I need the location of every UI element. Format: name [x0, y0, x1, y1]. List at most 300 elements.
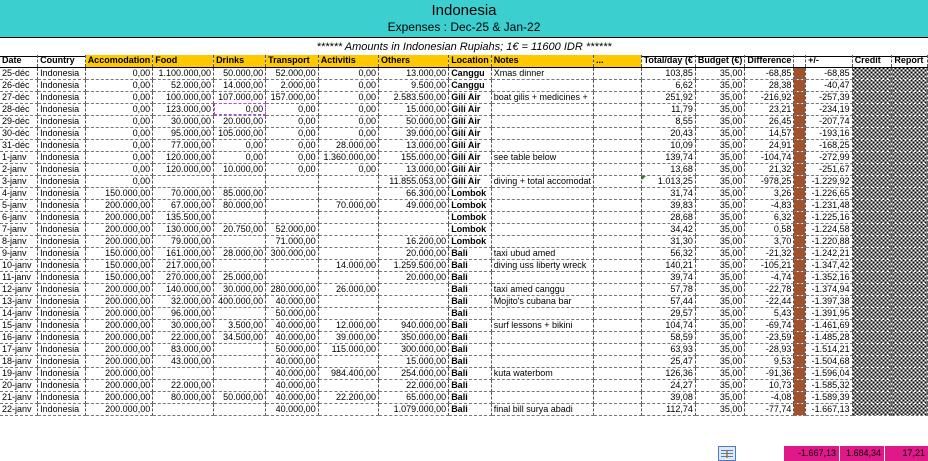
cell-drinks[interactable]	[214, 367, 266, 379]
cell-total-per-day[interactable]: 139,74	[641, 151, 695, 163]
cell-accomodation[interactable]: 200.000,00	[85, 319, 153, 331]
cell-drinks[interactable]	[214, 355, 266, 367]
cell-food[interactable]: 22.000,00	[153, 331, 214, 343]
cell-drinks[interactable]: 50.000,00	[214, 67, 266, 79]
cell-others[interactable]	[379, 307, 449, 319]
cell-difference[interactable]: -4,08	[745, 391, 794, 403]
cell-transport[interactable]: 0,00	[266, 103, 319, 115]
cell-total-per-day[interactable]: 112,74	[641, 403, 695, 415]
cell-food[interactable]: 1.100.000,00	[153, 67, 214, 79]
cell-budget[interactable]: 35,00	[695, 271, 745, 283]
cell-activities[interactable]: 70.000,00	[318, 199, 378, 211]
cell-date[interactable]: 4-janv	[0, 187, 38, 199]
cell-difference[interactable]: -21,32	[745, 247, 794, 259]
cell-accomodation[interactable]: 0,00	[85, 127, 153, 139]
cell-activities[interactable]	[318, 235, 378, 247]
cell-difference[interactable]: -91,36	[745, 367, 794, 379]
cell-food[interactable]	[153, 367, 214, 379]
cell-country[interactable]: Indonesia	[38, 139, 86, 151]
cell-drinks[interactable]: 10.000,00	[214, 163, 266, 175]
cell-balance[interactable]: -168,25	[806, 139, 853, 151]
cell-activities[interactable]: 0,00	[318, 67, 378, 79]
cell-notes[interactable]: see table below	[491, 151, 593, 163]
cell-food[interactable]: 100.000,00	[153, 91, 214, 103]
cell-credit[interactable]	[852, 223, 892, 235]
cell-difference[interactable]: -77,74	[745, 403, 794, 415]
cell-report[interactable]	[892, 247, 928, 259]
cell-total-per-day[interactable]: 63,93	[641, 343, 695, 355]
header-report[interactable]: Report	[892, 55, 928, 67]
cell-accomodation[interactable]: 0,00	[85, 175, 153, 187]
cell-total-per-day[interactable]: 57,78	[641, 283, 695, 295]
cell-notes-extra[interactable]	[594, 379, 642, 391]
cell-difference[interactable]: 28,38	[745, 79, 794, 91]
cell-transport[interactable]: 0,00	[266, 151, 319, 163]
cell-others[interactable]	[379, 223, 449, 235]
cell-total-per-day[interactable]: 103,85	[641, 67, 695, 79]
cell-date[interactable]: 1-janv	[0, 151, 38, 163]
cell-others[interactable]	[379, 211, 449, 223]
header-transport[interactable]: Transport	[266, 55, 319, 67]
cell-total-per-day[interactable]: 6,62	[641, 79, 695, 91]
cell-difference[interactable]: -69,74	[745, 319, 794, 331]
cell-report[interactable]	[892, 259, 928, 271]
cell-others[interactable]: 66.300,00	[379, 187, 449, 199]
cell-report[interactable]	[892, 163, 928, 175]
cell-report[interactable]	[892, 355, 928, 367]
cell-difference[interactable]: -978,25	[745, 175, 794, 187]
cell-activities[interactable]	[318, 211, 378, 223]
cell-status-swatch[interactable]	[794, 271, 806, 283]
cell-drinks[interactable]	[214, 259, 266, 271]
cell-status-swatch[interactable]	[794, 367, 806, 379]
cell-accomodation[interactable]: 0,00	[85, 67, 153, 79]
cell-balance[interactable]: -1.667,13	[806, 403, 853, 415]
cell-balance[interactable]: -1.391,95	[806, 307, 853, 319]
cell-country[interactable]: Indonesia	[38, 295, 86, 307]
cell-food[interactable]: 70.000,00	[153, 187, 214, 199]
cell-location[interactable]: Bali	[449, 331, 492, 343]
cell-date[interactable]: 29-déc	[0, 115, 38, 127]
cell-date[interactable]: 31-déc	[0, 139, 38, 151]
cell-country[interactable]: Indonesia	[38, 151, 86, 163]
cell-drinks[interactable]	[214, 175, 266, 187]
cell-food[interactable]: 77.000,00	[153, 139, 214, 151]
cell-budget[interactable]: 35,00	[695, 247, 745, 259]
cell-date[interactable]: 16-janv	[0, 331, 38, 343]
cell-food[interactable]: 123.000,00	[153, 103, 214, 115]
cell-drinks[interactable]: 400.000,00	[214, 295, 266, 307]
cell-balance[interactable]: -1.485,28	[806, 331, 853, 343]
cell-activities[interactable]	[318, 355, 378, 367]
cell-country[interactable]: Indonesia	[38, 79, 86, 91]
header-notes-extra[interactable]: ...	[594, 55, 642, 67]
cell-report[interactable]	[892, 403, 928, 415]
cell-drinks[interactable]	[214, 235, 266, 247]
cell-accomodation[interactable]: 200.000,00	[85, 391, 153, 403]
cell-status-swatch[interactable]	[794, 139, 806, 151]
cell-notes[interactable]	[491, 187, 593, 199]
cell-report[interactable]	[892, 223, 928, 235]
cell-others[interactable]: 13.000,00	[379, 67, 449, 79]
cell-total-per-day[interactable]: 10,09	[641, 139, 695, 151]
cell-transport[interactable]: 300.000,00	[266, 247, 319, 259]
cell-budget[interactable]: 35,00	[695, 355, 745, 367]
cell-country[interactable]: Indonesia	[38, 175, 86, 187]
cell-balance[interactable]: -1.461,69	[806, 319, 853, 331]
cell-others[interactable]: 11.855.053,00	[379, 175, 449, 187]
cell-others[interactable]: 20.000,00	[379, 271, 449, 283]
cell-location[interactable]: Bali	[449, 295, 492, 307]
cell-country[interactable]: Indonesia	[38, 187, 86, 199]
header-difference[interactable]: Difference	[745, 55, 794, 67]
cell-country[interactable]: Indonesia	[38, 307, 86, 319]
cell-budget[interactable]: 35,00	[695, 331, 745, 343]
cell-notes[interactable]	[491, 391, 593, 403]
header-budget[interactable]: Budget (€)	[695, 55, 745, 67]
cell-total-per-day[interactable]: 31,30	[641, 235, 695, 247]
cell-report[interactable]	[892, 91, 928, 103]
cell-location[interactable]: Gili Air	[449, 91, 492, 103]
cell-location[interactable]: Lombok	[449, 187, 492, 199]
cell-notes-extra[interactable]	[594, 343, 642, 355]
cell-balance[interactable]: -234,19	[806, 103, 853, 115]
cell-activities[interactable]: 22.200,00	[318, 391, 378, 403]
cell-total-per-day[interactable]: 251,92	[641, 91, 695, 103]
cell-total-per-day[interactable]: 8,55	[641, 115, 695, 127]
cell-report[interactable]	[892, 199, 928, 211]
cell-drinks[interactable]: 30.000,00	[214, 283, 266, 295]
cell-credit[interactable]	[852, 139, 892, 151]
cell-others[interactable]	[379, 295, 449, 307]
cell-report[interactable]	[892, 307, 928, 319]
cell-difference[interactable]: 3,70	[745, 235, 794, 247]
cell-notes[interactable]: Mojito's cubana bar	[491, 295, 593, 307]
cell-status-swatch[interactable]	[794, 199, 806, 211]
cell-food[interactable]: 79.000,00	[153, 235, 214, 247]
cell-difference[interactable]: 9,53	[745, 355, 794, 367]
cell-notes-extra[interactable]	[594, 355, 642, 367]
cell-drinks[interactable]	[214, 307, 266, 319]
spreadsheet-icon[interactable]	[718, 446, 736, 461]
cell-country[interactable]: Indonesia	[38, 223, 86, 235]
cell-credit[interactable]	[852, 367, 892, 379]
cell-status-swatch[interactable]	[794, 163, 806, 175]
cell-location[interactable]: Bali	[449, 403, 492, 415]
cell-location[interactable]: Lombok	[449, 235, 492, 247]
cell-notes-extra[interactable]	[594, 187, 642, 199]
cell-accomodation[interactable]: 150.000,00	[85, 259, 153, 271]
cell-credit[interactable]	[852, 403, 892, 415]
cell-notes-extra[interactable]	[594, 163, 642, 175]
cell-notes-extra[interactable]	[594, 235, 642, 247]
cell-report[interactable]	[892, 151, 928, 163]
cell-status-swatch[interactable]	[794, 151, 806, 163]
cell-country[interactable]: Indonesia	[38, 67, 86, 79]
cell-drinks[interactable]: 85.000,00	[214, 187, 266, 199]
cell-notes-extra[interactable]	[594, 115, 642, 127]
cell-location[interactable]: Gili Air	[449, 175, 492, 187]
cell-transport[interactable]: 2.000,00	[266, 79, 319, 91]
cell-others[interactable]: 15.000,00	[379, 103, 449, 115]
cell-location[interactable]: Bali	[449, 355, 492, 367]
cell-difference[interactable]: -104,74	[745, 151, 794, 163]
cell-budget[interactable]: 35,00	[695, 199, 745, 211]
cell-balance[interactable]: -207,74	[806, 115, 853, 127]
cell-accomodation[interactable]: 200.000,00	[85, 343, 153, 355]
cell-total-per-day[interactable]: 57,44	[641, 295, 695, 307]
cell-transport[interactable]: 40.000,00	[266, 403, 319, 415]
cell-report[interactable]	[892, 187, 928, 199]
cell-notes[interactable]: taxi amed canggu	[491, 283, 593, 295]
cell-credit[interactable]	[852, 103, 892, 115]
cell-food[interactable]: 22.000,00	[153, 379, 214, 391]
cell-notes[interactable]	[491, 235, 593, 247]
cell-accomodation[interactable]: 0,00	[85, 115, 153, 127]
cell-location[interactable]: Lombok	[449, 199, 492, 211]
cell-total-per-day[interactable]: 39,74	[641, 271, 695, 283]
cell-drinks[interactable]: 28.000,00	[214, 247, 266, 259]
cell-transport[interactable]: 0,00	[266, 163, 319, 175]
cell-country[interactable]: Indonesia	[38, 355, 86, 367]
cell-status-swatch[interactable]	[794, 79, 806, 91]
cell-total-per-day[interactable]: 31,74	[641, 187, 695, 199]
cell-balance[interactable]: -1.242,21	[806, 247, 853, 259]
cell-notes-extra[interactable]	[594, 151, 642, 163]
cell-drinks[interactable]: 25.000,00	[214, 271, 266, 283]
cell-budget[interactable]: 35,00	[695, 259, 745, 271]
cell-credit[interactable]	[852, 151, 892, 163]
cell-date[interactable]: 7-janv	[0, 223, 38, 235]
cell-location[interactable]: Gili Air	[449, 127, 492, 139]
cell-budget[interactable]: 35,00	[695, 379, 745, 391]
cell-accomodation[interactable]: 200.000,00	[85, 331, 153, 343]
cell-status-swatch[interactable]	[794, 127, 806, 139]
cell-accomodation[interactable]: 150.000,00	[85, 271, 153, 283]
cell-date[interactable]: 14-janv	[0, 307, 38, 319]
cell-others[interactable]: 49.000,00	[379, 199, 449, 211]
cell-budget[interactable]: 35,00	[695, 175, 745, 187]
cell-drinks[interactable]: 0,00	[214, 103, 266, 115]
cell-drinks[interactable]	[214, 379, 266, 391]
cell-transport[interactable]: 40.000,00	[266, 367, 319, 379]
cell-credit[interactable]	[852, 391, 892, 403]
cell-drinks[interactable]	[214, 343, 266, 355]
cell-notes[interactable]	[491, 223, 593, 235]
cell-activities[interactable]: 12.000,00	[318, 319, 378, 331]
cell-date[interactable]: 28-déc	[0, 103, 38, 115]
cell-location[interactable]: Canggu	[449, 67, 492, 79]
cell-credit[interactable]	[852, 235, 892, 247]
cell-total-per-day[interactable]: 1.013,25	[641, 175, 695, 187]
cell-total-per-day[interactable]: 39,08	[641, 391, 695, 403]
cell-country[interactable]: Indonesia	[38, 391, 86, 403]
cell-activities[interactable]: 984.400,00	[318, 367, 378, 379]
cell-others[interactable]: 1.079.000,00	[379, 403, 449, 415]
cell-status-swatch[interactable]	[794, 223, 806, 235]
cell-date[interactable]: 13-janv	[0, 295, 38, 307]
cell-country[interactable]: Indonesia	[38, 211, 86, 223]
cell-activities[interactable]	[318, 247, 378, 259]
cell-budget[interactable]: 35,00	[695, 211, 745, 223]
cell-others[interactable]: 22.000,00	[379, 379, 449, 391]
cell-transport[interactable]: 40.000,00	[266, 379, 319, 391]
cell-status-swatch[interactable]	[794, 115, 806, 127]
cell-notes-extra[interactable]	[594, 211, 642, 223]
cell-drinks[interactable]: 105.000,00	[214, 127, 266, 139]
cell-food[interactable]: 30.000,00	[153, 115, 214, 127]
cell-location[interactable]: Bali	[449, 343, 492, 355]
cell-difference[interactable]: 0,58	[745, 223, 794, 235]
cell-activities[interactable]: 39.000,00	[318, 331, 378, 343]
cell-activities[interactable]	[318, 223, 378, 235]
cell-budget[interactable]: 35,00	[695, 307, 745, 319]
cell-activities[interactable]	[318, 379, 378, 391]
cell-notes-extra[interactable]	[594, 403, 642, 415]
cell-status-swatch[interactable]	[794, 379, 806, 391]
cell-budget[interactable]: 35,00	[695, 151, 745, 163]
cell-date[interactable]: 27-déc	[0, 91, 38, 103]
cell-drinks[interactable]: 50.000,00	[214, 391, 266, 403]
cell-balance[interactable]: -251,67	[806, 163, 853, 175]
cell-location[interactable]: Gili Air	[449, 163, 492, 175]
cell-notes-extra[interactable]	[594, 283, 642, 295]
cell-transport[interactable]	[266, 187, 319, 199]
cell-credit[interactable]	[852, 307, 892, 319]
cell-drinks[interactable]	[214, 211, 266, 223]
cell-drinks[interactable]: 0,00	[214, 151, 266, 163]
cell-food[interactable]: 95.000,00	[153, 127, 214, 139]
cell-status-swatch[interactable]	[794, 91, 806, 103]
cell-credit[interactable]	[852, 175, 892, 187]
cell-status-swatch[interactable]	[794, 187, 806, 199]
cell-balance[interactable]: -1.589,39	[806, 391, 853, 403]
cell-accomodation[interactable]: 0,00	[85, 91, 153, 103]
cell-transport[interactable]	[266, 271, 319, 283]
cell-difference[interactable]: -105,21	[745, 259, 794, 271]
cell-activities[interactable]: 115.000,00	[318, 343, 378, 355]
cell-food[interactable]: 32.000,00	[153, 295, 214, 307]
header-status-swatch[interactable]	[794, 55, 806, 67]
cell-budget[interactable]: 35,00	[695, 91, 745, 103]
cell-accomodation[interactable]: 200.000,00	[85, 235, 153, 247]
cell-credit[interactable]	[852, 295, 892, 307]
cell-country[interactable]: Indonesia	[38, 271, 86, 283]
cell-difference[interactable]: 3,26	[745, 187, 794, 199]
cell-credit[interactable]	[852, 199, 892, 211]
cell-total-per-day[interactable]: 126,36	[641, 367, 695, 379]
cell-difference[interactable]: -68,85	[745, 67, 794, 79]
cell-location[interactable]: Bali	[449, 319, 492, 331]
cell-food[interactable]: 161.000,00	[153, 247, 214, 259]
cell-notes-extra[interactable]	[594, 271, 642, 283]
cell-budget[interactable]: 35,00	[695, 343, 745, 355]
cell-others[interactable]: 50.000,00	[379, 115, 449, 127]
cell-status-swatch[interactable]	[794, 343, 806, 355]
cell-activities[interactable]: 26.000,00	[318, 283, 378, 295]
cell-accomodation[interactable]: 200.000,00	[85, 199, 153, 211]
cell-total-per-day[interactable]: 24,27	[641, 379, 695, 391]
cell-transport[interactable]: 40.000,00	[266, 355, 319, 367]
cell-credit[interactable]	[852, 259, 892, 271]
cell-location[interactable]: Bali	[449, 247, 492, 259]
cell-transport[interactable]: 71.000,00	[266, 235, 319, 247]
cell-status-swatch[interactable]	[794, 331, 806, 343]
cell-country[interactable]: Indonesia	[38, 283, 86, 295]
cell-budget[interactable]: 35,00	[695, 163, 745, 175]
cell-location[interactable]: Bali	[449, 379, 492, 391]
cell-status-swatch[interactable]	[794, 175, 806, 187]
cell-difference[interactable]: 24,91	[745, 139, 794, 151]
cell-notes[interactable]: surf lessons + bikini	[491, 319, 593, 331]
cell-location[interactable]: Gili Air	[449, 103, 492, 115]
cell-balance[interactable]: -1.374,94	[806, 283, 853, 295]
cell-transport[interactable]: 52.000,00	[266, 67, 319, 79]
cell-credit[interactable]	[852, 247, 892, 259]
cell-food[interactable]: 67.000,00	[153, 199, 214, 211]
cell-balance[interactable]: -1.397,38	[806, 295, 853, 307]
cell-date[interactable]: 6-janv	[0, 211, 38, 223]
cell-food[interactable]: 120.000,00	[153, 151, 214, 163]
cell-notes[interactable]	[491, 139, 593, 151]
cell-report[interactable]	[892, 367, 928, 379]
cell-others[interactable]: 39.000,00	[379, 127, 449, 139]
cell-budget[interactable]: 35,00	[695, 223, 745, 235]
cell-balance[interactable]: -1.352,16	[806, 271, 853, 283]
cell-country[interactable]: Indonesia	[38, 127, 86, 139]
cell-accomodation[interactable]: 0,00	[85, 151, 153, 163]
cell-others[interactable]: 254.000,00	[379, 367, 449, 379]
cell-accomodation[interactable]: 200.000,00	[85, 403, 153, 415]
cell-food[interactable]: 270.000,00	[153, 271, 214, 283]
header-drinks[interactable]: Drinks	[214, 55, 266, 67]
cell-balance[interactable]: -257,39	[806, 91, 853, 103]
cell-total-per-day[interactable]: 20,43	[641, 127, 695, 139]
cell-status-swatch[interactable]	[794, 403, 806, 415]
cell-balance[interactable]: -1.224,58	[806, 223, 853, 235]
cell-status-swatch[interactable]	[794, 355, 806, 367]
cell-transport[interactable]: 40.000,00	[266, 319, 319, 331]
cell-budget[interactable]: 35,00	[695, 139, 745, 151]
cell-report[interactable]	[892, 115, 928, 127]
cell-report[interactable]	[892, 343, 928, 355]
cell-notes[interactable]	[491, 79, 593, 91]
cell-accomodation[interactable]: 200.000,00	[85, 223, 153, 235]
cell-others[interactable]: 20.000,00	[379, 247, 449, 259]
cell-difference[interactable]: 21,32	[745, 163, 794, 175]
cell-location[interactable]: Bali	[449, 307, 492, 319]
cell-date[interactable]: 20-janv	[0, 379, 38, 391]
cell-location[interactable]: Bali	[449, 271, 492, 283]
cell-report[interactable]	[892, 391, 928, 403]
header-food[interactable]: Food	[153, 55, 214, 67]
cell-country[interactable]: Indonesia	[38, 319, 86, 331]
cell-date[interactable]: 25-déc	[0, 67, 38, 79]
cell-notes[interactable]: diving uss liberty wreck	[491, 259, 593, 271]
cell-notes[interactable]: kuta waterbom	[491, 367, 593, 379]
cell-activities[interactable]	[318, 403, 378, 415]
cell-report[interactable]	[892, 283, 928, 295]
header-total-per-day[interactable]: Total/day (€	[641, 55, 695, 67]
cell-budget[interactable]: 35,00	[695, 115, 745, 127]
cell-credit[interactable]	[852, 163, 892, 175]
cell-country[interactable]: Indonesia	[38, 331, 86, 343]
cell-budget[interactable]: 35,00	[695, 295, 745, 307]
cell-accomodation[interactable]: 200.000,00	[85, 211, 153, 223]
cell-date[interactable]: 19-janv	[0, 367, 38, 379]
cell-credit[interactable]	[852, 319, 892, 331]
cell-report[interactable]	[892, 379, 928, 391]
